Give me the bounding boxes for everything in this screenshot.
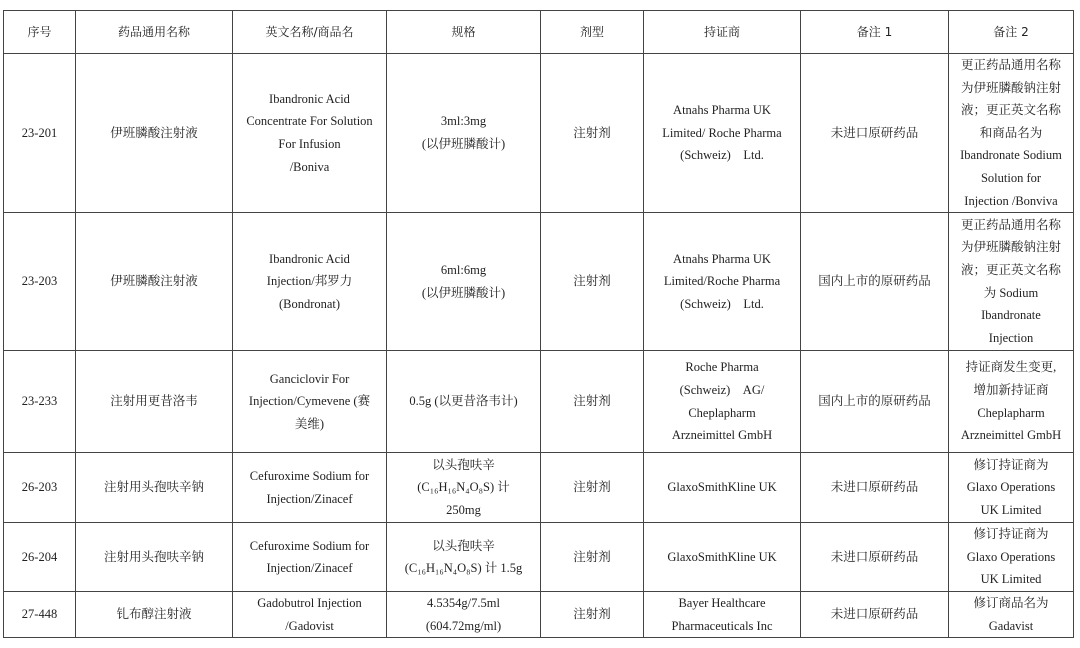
- cell-line: Gadavist: [988, 618, 1034, 633]
- cell-line: 为 Sodium: [983, 285, 1039, 300]
- cell-note2: [949, 592, 1074, 638]
- cell-generic-name: 钆布醇注射液: [76, 592, 233, 638]
- cell-holder: [644, 592, 801, 638]
- cell-line: Ibandronate Sodium: [960, 148, 1062, 163]
- cell-line: 更正药品通用名称: [960, 58, 1061, 72]
- table-row: [4, 351, 1074, 453]
- cell-note1: 未进口原研药品: [801, 54, 949, 213]
- header-col-generic-name: 药品通用名称: [76, 11, 233, 54]
- header-col-number: 序号: [4, 11, 76, 54]
- cell-line: Glaxo Operations: [966, 480, 1056, 495]
- cell-line: 0.5g (以更昔洛韦计): [409, 394, 518, 409]
- cell-line: Cefuroxime Sodium for: [249, 538, 370, 553]
- cell-line: Arzneimittel GmbH: [671, 428, 773, 443]
- cell-line: 持证商发生变更,: [965, 360, 1057, 375]
- cell-generic-name: 伊班膦酸注射液: [76, 213, 233, 351]
- cell-generic-name: 伊班膦酸注射液: [76, 54, 233, 213]
- cell-line: Roche Pharma: [685, 360, 759, 375]
- cell-line: Ibandronate: [981, 308, 1041, 323]
- cell-line: 和商品名为: [979, 125, 1043, 140]
- header-col-dosage-form: 剂型: [541, 11, 644, 54]
- cell-line: 以头孢呋辛: [432, 457, 495, 472]
- cell-line: UK Limited: [980, 572, 1042, 587]
- cell-dosage-form: 注射剂: [541, 351, 644, 453]
- cell-number: 23-203: [4, 213, 76, 351]
- cell-line: Injection/邦罗力: [266, 274, 353, 289]
- cell-line: Atnahs Pharma UK: [673, 251, 771, 266]
- header-col-note1: 备注 1: [801, 11, 949, 54]
- cell-line: 为伊班膦酸钠注射: [960, 80, 1061, 95]
- cell-line: /Boniva: [289, 159, 330, 174]
- cell-note1: 未进口原研药品: [801, 523, 949, 592]
- cell-line: GlaxoSmithKline UK: [667, 480, 777, 495]
- cell-line: Concentrate For Solution: [246, 114, 373, 129]
- cell-dosage-form: 注射剂: [541, 213, 644, 351]
- table-row: [4, 592, 1074, 638]
- cell-line: Injection: [988, 330, 1034, 345]
- cell-line: 更正药品通用名称: [960, 217, 1061, 232]
- cell-line: Ibandronic Acid: [269, 251, 350, 266]
- cell-line: 6ml:6mg: [440, 263, 487, 278]
- cell-line: GlaxoSmithKline UK: [667, 549, 777, 564]
- cell-line: (Bondronat): [278, 296, 341, 311]
- cell-line: Limited/Roche Pharma: [663, 274, 781, 289]
- cell-generic-name: 注射用更昔洛韦: [76, 351, 233, 453]
- cell-line: (以伊班膦酸计): [421, 285, 506, 300]
- cell-english-name: [233, 523, 387, 592]
- cell-line: Cheplapharm: [688, 405, 756, 420]
- cell-english-name: [233, 54, 387, 213]
- cell-line: (以伊班膦酸计): [421, 137, 506, 152]
- cell-holder: [644, 213, 801, 351]
- cell-line: Gadobutrol Injection: [257, 596, 362, 611]
- cell-line: Atnahs Pharma UK: [673, 103, 771, 118]
- cell-line: Injection /Bonviva: [964, 193, 1058, 208]
- cell-line: Limited/ Roche Pharma: [662, 125, 782, 140]
- cell-line: 4.5354g/7.5ml: [427, 596, 500, 611]
- cell-dosage-form: 注射剂: [541, 592, 644, 638]
- cell-line: Arzneimittel GmbH: [960, 428, 1062, 443]
- cell-english-name: [233, 453, 387, 523]
- cell-line: Glaxo Operations: [966, 549, 1056, 564]
- cell-line: 修订持证商为: [973, 457, 1049, 472]
- cell-line: UK Limited: [980, 502, 1042, 517]
- cell-line: Ganciclovir For: [269, 371, 350, 386]
- cell-line: (Schweiz) Ltd.: [680, 296, 764, 311]
- cell-dosage-form: 注射剂: [541, 453, 644, 523]
- cell-line: Ibandronic Acid: [269, 91, 350, 106]
- cell-line: Injection/Zinacef: [266, 561, 353, 576]
- cell-number: 23-201: [4, 54, 76, 213]
- cell-note2: [949, 54, 1074, 213]
- cell-holder: [644, 351, 801, 453]
- header-col-english-name: 英文名称/商品名: [233, 11, 387, 54]
- table-row: [4, 213, 1074, 351]
- cell-english-name: [233, 592, 387, 638]
- cell-line: Injection/Cymevene (赛: [248, 394, 371, 409]
- cell-number: 23-233: [4, 351, 76, 453]
- cell-line: Injection/Zinacef: [266, 491, 353, 506]
- cell-generic-name: 注射用头孢呋辛钠: [76, 453, 233, 523]
- cell-line: 以头孢呋辛: [432, 538, 495, 553]
- cell-line: /Gadovist: [285, 618, 334, 633]
- cell-line: For Infusion: [278, 137, 341, 152]
- cell-dosage-form: 注射剂: [541, 523, 644, 592]
- cell-note2: [949, 351, 1074, 453]
- cell-line: Cefuroxime Sodium for: [249, 469, 370, 484]
- cell-note1: 国内上市的原研药品: [801, 213, 949, 351]
- header-col-holder: 持证商: [644, 11, 801, 54]
- cell-note2: [949, 523, 1074, 592]
- cell-line: 为伊班膦酸钠注射: [960, 240, 1061, 255]
- table-row: [4, 453, 1074, 523]
- cell-spec: [387, 453, 541, 523]
- cell-number: 27-448: [4, 592, 76, 638]
- cell-generic-name: 注射用头孢呋辛钠: [76, 523, 233, 592]
- cell-line: (C₁₆H₁₆N₄O₈S) 计: [417, 480, 510, 495]
- cell-spec: [387, 523, 541, 592]
- cell-line: (604.72mg/ml): [425, 618, 502, 633]
- cell-line: 增加新持证商: [973, 383, 1049, 398]
- header-col-note2: 备注 2: [949, 11, 1074, 54]
- cell-holder: [644, 453, 801, 523]
- cell-holder: [644, 523, 801, 592]
- cell-line: (Schweiz) Ltd.: [680, 148, 764, 163]
- cell-english-name: [233, 213, 387, 351]
- header-row: [4, 11, 1074, 54]
- cell-note1: 未进口原研药品: [801, 592, 949, 638]
- cell-line: (C₁₆H₁₆N₄O₈S) 计 1.5g: [404, 561, 523, 576]
- cell-number: 26-204: [4, 523, 76, 592]
- cell-spec: [387, 54, 541, 213]
- cell-line: (Schweiz) AG/: [679, 383, 765, 398]
- cell-line: 修订持证商为: [973, 527, 1049, 542]
- cell-note2: [949, 453, 1074, 523]
- cell-line: 液；更正英文名称: [960, 263, 1061, 278]
- cell-spec: [387, 351, 541, 453]
- cell-line: Pharmaceuticals Inc: [671, 618, 773, 633]
- header-col-spec: 规格: [387, 11, 541, 54]
- cell-line: 液；更正英文名称: [960, 103, 1061, 118]
- cell-holder: [644, 54, 801, 213]
- cell-dosage-form: 注射剂: [541, 54, 644, 213]
- cell-spec: [387, 213, 541, 351]
- table-row: [4, 523, 1074, 592]
- cell-number: 26-203: [4, 453, 76, 523]
- cell-line: 修订商品名为: [973, 596, 1049, 611]
- cell-english-name: [233, 351, 387, 453]
- cell-spec: [387, 592, 541, 638]
- drug-table: [3, 10, 1074, 638]
- cell-line: 3ml:3mg: [440, 114, 487, 129]
- cell-line: Bayer Healthcare: [678, 596, 766, 611]
- cell-line: Cheplapharm: [977, 405, 1045, 420]
- cell-line: Solution for: [980, 170, 1042, 185]
- cell-line: 250mg: [446, 502, 481, 517]
- cell-note1: 国内上市的原研药品: [801, 351, 949, 453]
- cell-line: 美维): [294, 416, 325, 431]
- table-row: [4, 54, 1074, 213]
- cell-note2: [949, 213, 1074, 351]
- cell-note1: 未进口原研药品: [801, 453, 949, 523]
